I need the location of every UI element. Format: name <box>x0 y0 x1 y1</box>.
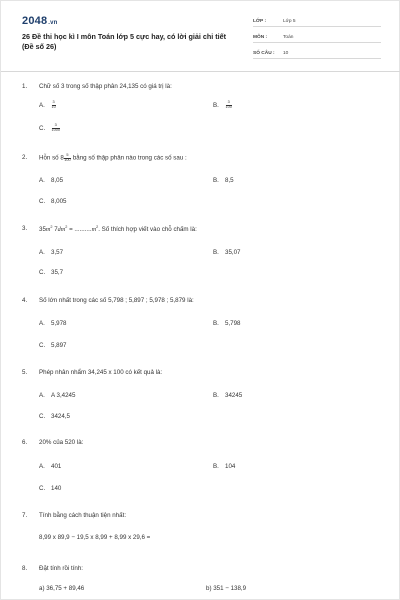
unit-exponent: 2 <box>65 225 68 229</box>
option-5a[interactable] <box>39 392 75 399</box>
meta-value: Toán <box>283 35 294 40</box>
option-text: 8,005 <box>51 198 67 205</box>
option-letter: C. <box>39 485 46 492</box>
fraction <box>52 101 56 109</box>
option-letter: B. <box>213 320 219 327</box>
expr-part: = .......... <box>67 226 92 234</box>
option-text: 401 <box>51 463 62 470</box>
option-letter: A. <box>39 249 45 256</box>
option-text: 8,05 <box>51 177 64 184</box>
question-number: 3. <box>22 225 28 232</box>
option-text: 35,07 <box>225 249 241 256</box>
option-6c[interactable] <box>39 485 61 492</box>
option-5b[interactable] <box>213 392 242 399</box>
option-6a[interactable] <box>39 463 61 470</box>
unit: m <box>45 226 51 234</box>
option-1b[interactable] <box>213 101 232 109</box>
option-text: 5,978 <box>51 320 67 327</box>
option-letter: A. <box>39 463 45 470</box>
meta-value: Lớp 5 <box>283 19 296 24</box>
option-3b[interactable] <box>213 249 240 256</box>
document-title: 26 Đề thi học kì I môn Toán lớp 5 cực hay, có lời giải chi tiết (Đề số 26) <box>22 32 227 51</box>
question-number: 2. <box>22 154 28 161</box>
option-5c[interactable] <box>39 413 70 420</box>
option-text: 35,7 <box>51 269 64 276</box>
option-1a[interactable] <box>39 101 56 109</box>
fraction-numerator: 3 <box>52 100 55 104</box>
option-text: 3424,5 <box>51 413 70 420</box>
fraction-numerator: 3 <box>52 124 60 129</box>
option-text: 104 <box>225 463 236 470</box>
meta-label: LỚP : <box>253 19 267 24</box>
option-letter: A. <box>39 101 45 109</box>
option-letter: B. <box>213 249 219 256</box>
option-4a[interactable] <box>39 320 66 327</box>
option-letter: B. <box>213 177 219 184</box>
option-letter: C. <box>39 124 46 132</box>
option-letter: C. <box>39 413 46 420</box>
header-divider <box>1 71 400 72</box>
meta-label: SỐ CÂU : <box>253 51 275 56</box>
option-letter: A. <box>39 392 45 399</box>
meta-label: MÔN : <box>253 35 268 40</box>
option-text: A 3,4245 <box>51 392 76 399</box>
question-text-after: bằng số thập phân nào trong các số sau : <box>72 154 187 162</box>
fraction-denominator: 1000 <box>51 127 60 132</box>
question-8-part-a: a) 36,75 + 89,46 <box>39 585 85 592</box>
option-text: 140 <box>51 485 62 492</box>
fraction <box>64 154 70 162</box>
option-6b[interactable] <box>213 463 235 470</box>
question-text: 20% của 520 là: <box>39 439 84 446</box>
unit-exponent: 2 <box>96 225 99 229</box>
fraction-numerator: 5 <box>64 154 70 159</box>
option-1c[interactable] <box>39 124 60 132</box>
question-text: Tính bằng cách thuận tiện nhất: <box>39 512 127 519</box>
option-letter: B. <box>213 463 219 470</box>
question-text-before: Hỗn số 8 <box>39 154 64 162</box>
question-number: 7. <box>22 512 28 519</box>
fraction-numerator: 3 <box>226 101 232 106</box>
option-letter: B. <box>213 101 219 109</box>
unit: dm <box>57 226 66 234</box>
option-letter: A. <box>39 320 45 327</box>
option-2b[interactable] <box>213 177 234 184</box>
question-7-expression: 8,99 x 89,9 − 19,5 x 8,99 + 8,99 x 29,6 = <box>39 534 151 541</box>
expr-part: 35 <box>39 226 46 234</box>
fraction-denominator: 10 <box>51 104 56 109</box>
meta-value: 10 <box>283 51 289 56</box>
option-2a[interactable] <box>39 177 63 184</box>
question-number: 6. <box>22 439 28 446</box>
document-meta <box>253 15 381 63</box>
option-2c[interactable] <box>39 198 66 205</box>
question-number: 8. <box>22 565 28 572</box>
option-letter: C. <box>39 269 46 276</box>
fraction <box>52 124 60 132</box>
question-number: 4. <box>22 297 28 304</box>
option-3c[interactable] <box>39 269 63 276</box>
logo-text: 2048 <box>22 15 48 27</box>
question-8-part-b: b) 351 − 138,9 <box>206 585 247 592</box>
question-text-after: . Số thích hợp viết vào chỗ chấm là: <box>98 226 197 234</box>
question-text: Số lớn nhất trong các số 5,798 ; 5,897 ; 5,978 ; 5,879 là: <box>39 297 194 304</box>
question-text <box>39 154 187 162</box>
meta-row-grade <box>253 15 381 27</box>
question-number: 5. <box>22 369 28 376</box>
option-4c[interactable] <box>39 342 66 349</box>
fraction-denominator: 100 <box>64 157 71 162</box>
meta-row-question-count <box>253 47 381 59</box>
fraction <box>226 101 232 109</box>
option-letter: C. <box>39 198 46 205</box>
question-text: Đặt tính rồi tính: <box>39 565 84 572</box>
option-text: 3,57 <box>51 249 64 256</box>
option-4b[interactable] <box>213 320 240 327</box>
option-letter: B. <box>213 392 219 399</box>
option-text: 5,897 <box>51 342 67 349</box>
question-text: Chữ số 3 trong số thập phân 24,135 có giá trị là: <box>39 83 172 90</box>
unit: m <box>91 226 97 234</box>
question-text: Phép nhân nhẩm 34,245 x 100 có kết quả là: <box>39 369 163 376</box>
document-header <box>1 1 400 67</box>
option-letter: C. <box>39 342 46 349</box>
option-text: 34245 <box>225 392 243 399</box>
unit-exponent: 2 <box>50 225 53 229</box>
question-text <box>39 225 197 233</box>
fraction-denominator: 100 <box>225 104 232 109</box>
site-logo[interactable] <box>22 15 58 27</box>
option-3a[interactable] <box>39 249 63 256</box>
option-text: 5,798 <box>225 320 241 327</box>
question-number: 1. <box>22 83 28 90</box>
expr-part: 7 <box>52 226 58 234</box>
meta-row-subject <box>253 31 381 43</box>
option-text: 8,5 <box>225 177 234 184</box>
logo-suffix: .vn <box>48 20 58 26</box>
option-letter: A. <box>39 177 45 184</box>
